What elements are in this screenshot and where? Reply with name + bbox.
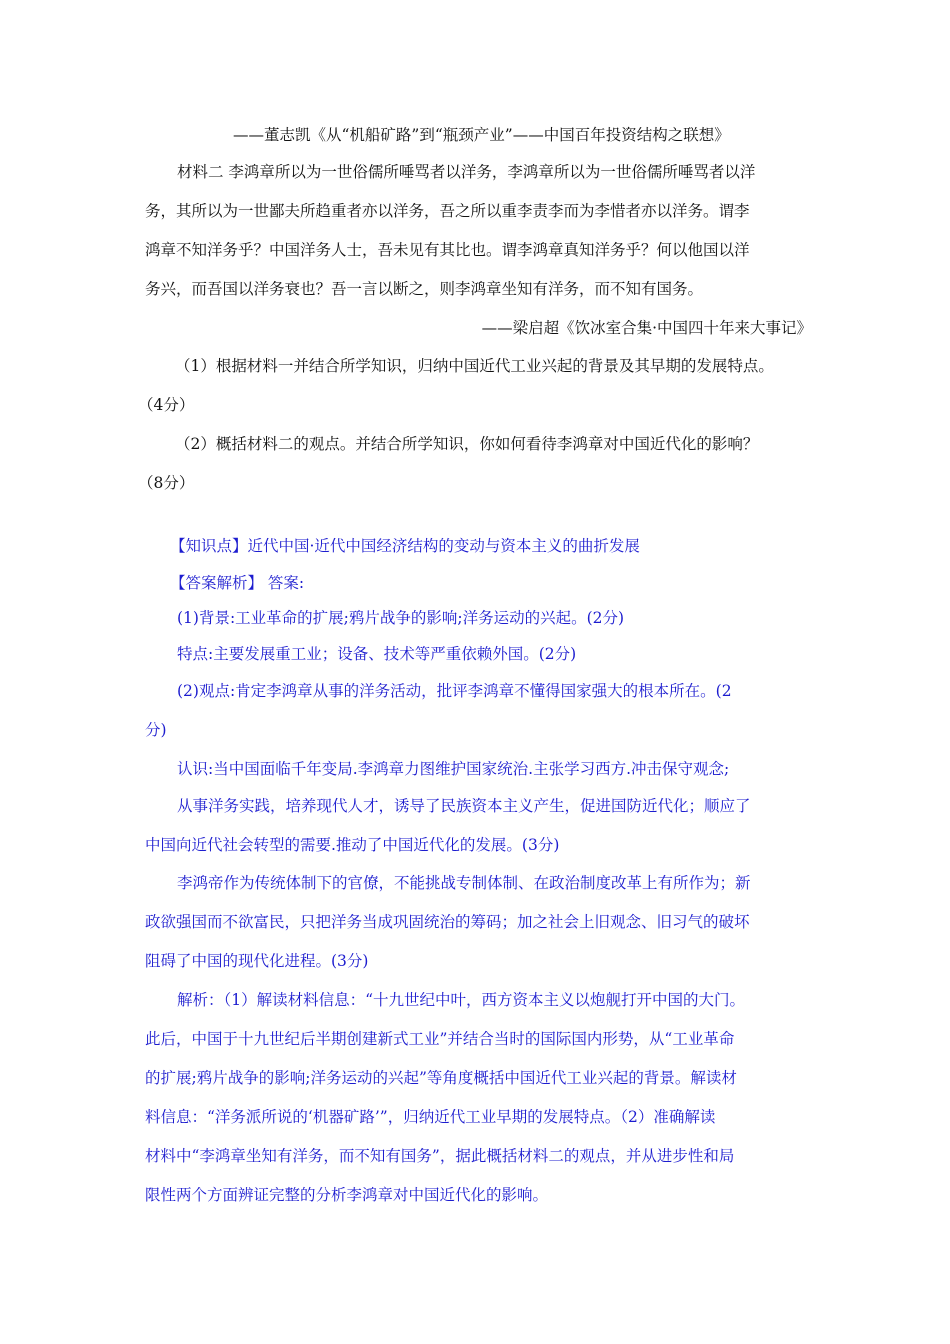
material2-line: 务兴，而吾国以洋务衰也？吾一言以断之，则李鸿章坐知有洋务，而不知有国务。 xyxy=(145,280,704,298)
question-2: （2）概括材料二的观点。并结合所学知识，你如何看待李鸿章对中国近代化的影响？ xyxy=(175,435,759,453)
answer-1-features: 特点:主要发展重工业；设备、技术等严重依赖外国。(2分) xyxy=(177,645,577,663)
question-1: （1）根据材料一并结合所学知识，归纳中国近代工业兴起的背景及其早期的发展特点。 xyxy=(175,357,774,375)
material2-line: 务，其所以为一世鄙夫所趋重者亦以洋务，吾之所以重李责李而为李惜者亦以洋务。谓李 xyxy=(145,202,750,220)
answer-2-limitation-continued: 政欲强国而不欲富民，只把洋务当成巩固统治的筹码；加之社会上旧观念、旧习气的破坏 xyxy=(145,913,750,931)
answer-2-progress: 从事洋务实践，培养现代人才，诱导了民族资本主义产生，促进国防近代化；顺应了 xyxy=(177,797,751,815)
question-1-score: （4分） xyxy=(138,396,195,414)
analysis-line: 料信息：“洋务派所说的‘机器矿路’”，归纳近代工业早期的发展特点。（2）准确解读 xyxy=(145,1108,716,1126)
answer-2-view: (2)观点:肯定李鸿章从事的洋务活动，批评李鸿章不懂得国家强大的根本所在。(2 xyxy=(177,682,732,700)
analysis-line: 的扩展;鸦片战争的影响;洋务运动的兴起”等角度概括中国近代工业兴起的背景。解读材 xyxy=(145,1069,737,1087)
material2-source: ——梁启超《饮冰室合集·中国四十年来大事记》 xyxy=(481,319,812,337)
question-2-score: （8分） xyxy=(138,474,195,492)
analysis-line: 限性两个方面辨证完整的分析李鸿章对中国近代化的影响。 xyxy=(145,1186,549,1204)
answer-2-limitation-continued: 阻碍了中国的现代化进程。(3分) xyxy=(145,952,369,970)
analysis-line: 此后，中国于十九世纪后半期创建新式工业”并结合当时的国际国内形势，从“工业革命 xyxy=(145,1030,735,1048)
answer-header: 【答案解析】 答案: xyxy=(170,574,305,592)
knowledge-point: 【知识点】近代中国·近代中国经济结构的变动与资本主义的曲折发展 xyxy=(170,537,640,555)
answer-1-background: (1)背景:工业革命的扩展;鸦片战争的影响;洋务运动的兴起。(2分) xyxy=(177,609,625,627)
answer-2-view-continued: 分) xyxy=(145,721,167,739)
answer-2-understanding: 认识:当中国面临千年变局.李鸿章力图维护国家统治.主张学习西方.冲击保守观念; xyxy=(177,760,730,778)
material2-line: 鸿章不知洋务乎？中国洋务人士，吾未见有其比也。谓李鸿章真知洋务乎？何以他国以洋 xyxy=(145,241,750,259)
analysis-line: 材料中“李鸿章坐知有洋务，而不知有国务”，据此概括材料二的观点，并从进步性和局 xyxy=(145,1147,735,1165)
material2-line: 材料二 李鸿章所以为一世俗儒所唾骂者以洋务，李鸿章所以为一世俗儒所唾骂者以洋 xyxy=(177,163,756,181)
answer-2-limitation: 李鸿帝作为传统体制下的官僚，不能挑战专制体制、在政治制度改革上有所作为；新 xyxy=(177,874,751,892)
material1-source: ——董志凯《从“机船矿路”到“瓶颈产业”——中国百年投资结构之联想》 xyxy=(233,126,730,144)
analysis-line: 解析：（1）解读材料信息：“十九世纪中叶，西方资本主义以炮舰打开中国的大门。 xyxy=(177,991,746,1009)
answer-2-progress-continued: 中国向近代社会转型的需要.推动了中国近代化的发展。(3分) xyxy=(145,836,560,854)
